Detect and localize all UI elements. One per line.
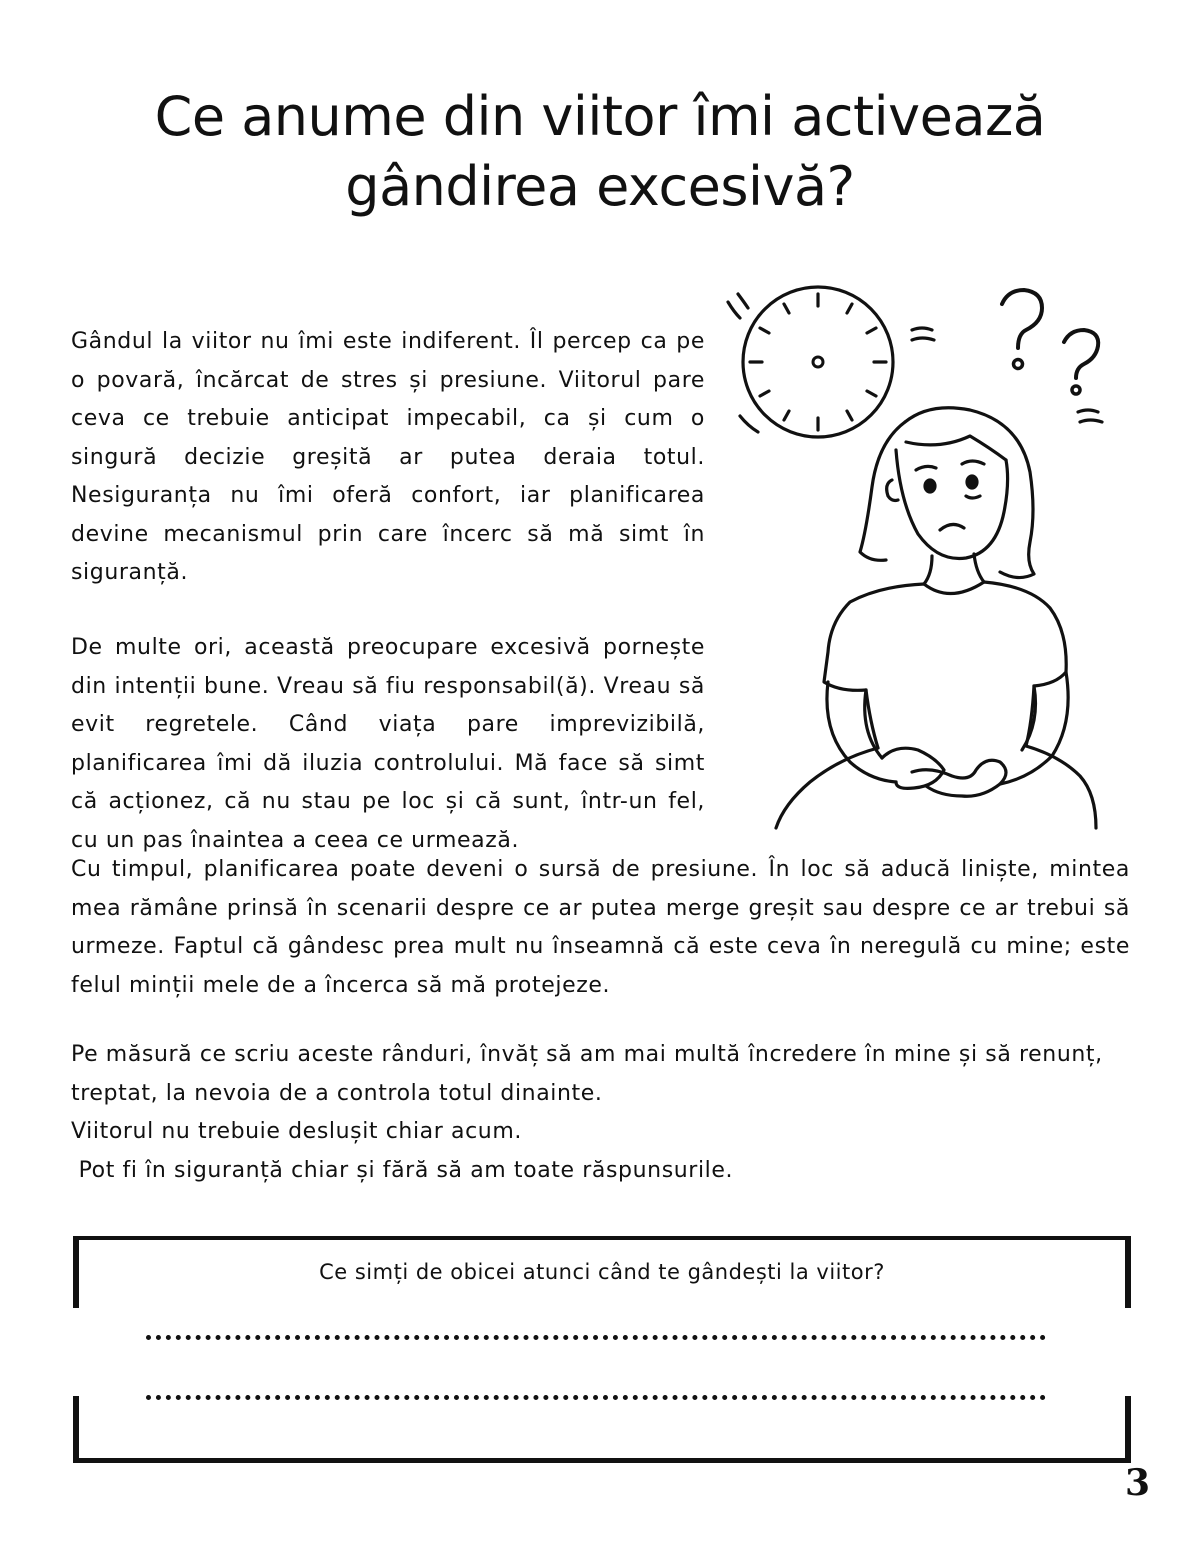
prompt-question: Ce simți de obicei atunci când te gândești la viitor?	[319, 1260, 885, 1284]
page-number: 3	[1124, 1462, 1150, 1504]
prompt-box	[73, 1236, 1131, 1466]
paragraph-4-line-2: Viitorul nu trebuie deslușit chiar acum.	[71, 1119, 522, 1144]
worried-woman-illustration	[700, 272, 1135, 832]
prompt-box-left-border-bottom	[73, 1396, 79, 1463]
prompt-box-bottom-border	[73, 1458, 1131, 1463]
paragraph-2: De multe ori, această preocupare excesivă pornește din intenții bune. Vreau să fiu responsabil(ă). Vreau să evit regretele. Când viața pare imprevizibilă, planificarea îmi dă iluzia controlului. Mă face să simt că acționez, că nu stau pe loc și că sunt, într-un fel, cu un pas înaintea a ceea ce urmează.	[71, 635, 705, 853]
page-title-line-2: gândirea excesivă?	[345, 155, 855, 218]
woman-figure	[776, 408, 1096, 828]
page-title-line-1: Ce anume din viitor îmi activează	[154, 85, 1046, 148]
prompt-box-top-border	[73, 1236, 1131, 1240]
answer-line-1[interactable]	[146, 1335, 1046, 1340]
paragraph-1: Gândul la viitor nu îmi este indiferent. Îl percep ca pe o povară, încărcat de stres și presiune. Viitorul pare ceva ce trebuie anticipat impecabil, ca și cum o singură decizie greșită ar putea deraia totul. Nesiguranța nu îmi oferă confort, iar planificarea devine mecanismul prin care încerc să mă simt în siguranță.	[71, 329, 705, 585]
paragraph-3: Cu timpul, planificarea poate deveni o sursă de presiune. În loc să aducă liniște, mintea mea rămâne prinsă în scenarii despre ce ar putea merge greșit sau despre ce ar trebui să urmeze. Faptul că gândesc prea mult nu înseamnă că este ceva în neregulă cu mine; este felul minții mele de a încerca să mă protejeze.	[71, 857, 1130, 998]
paragraph-4-line-1: Pe măsură ce scriu aceste rânduri, învăț să am mai multă încredere în mine și să renunț, treptat, la nevoia de a controla totul dinainte.	[71, 1042, 1103, 1106]
question-mark-icon	[1002, 290, 1102, 422]
clock-icon	[728, 287, 934, 437]
page-title	[0, 82, 1200, 222]
answer-line-2[interactable]	[146, 1395, 1046, 1400]
paragraph-4	[71, 1036, 1130, 1190]
paragraph-4-line-3: Pot fi în siguranță chiar și fără să am toate răspunsurile.	[71, 1157, 734, 1183]
prompt-box-right-border-bottom	[1125, 1396, 1131, 1463]
